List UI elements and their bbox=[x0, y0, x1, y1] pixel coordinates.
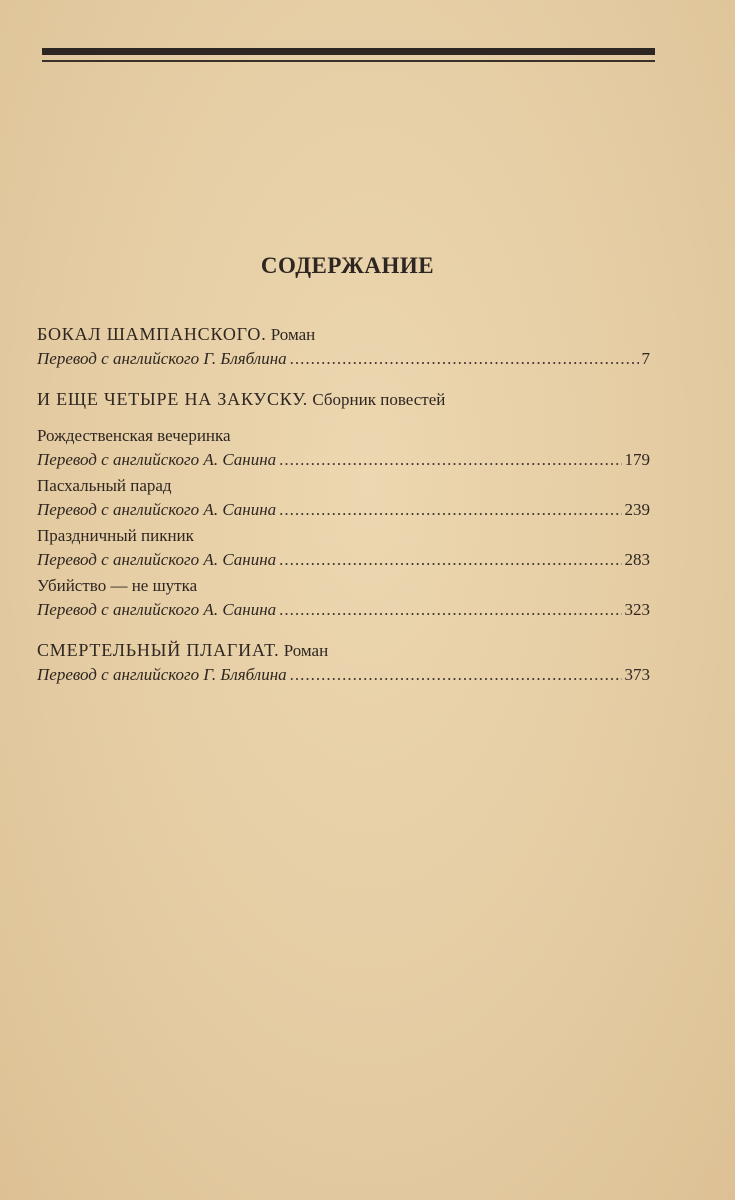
dot-leader bbox=[279, 598, 621, 622]
toc-entry-bokal bbox=[37, 322, 650, 371]
toc-heading bbox=[37, 322, 650, 347]
dot-leader bbox=[290, 663, 622, 687]
toc-heading bbox=[37, 638, 650, 663]
toc-heading: Убийство — не шутка bbox=[37, 576, 198, 595]
toc-translator: Перевод с английского Г. Бляблина bbox=[37, 349, 287, 368]
dot-leader bbox=[279, 498, 621, 522]
toc-translator: Перевод с английского Г. Бляблина bbox=[37, 665, 287, 684]
toc-translation-line bbox=[37, 347, 650, 371]
dot-leader bbox=[290, 347, 639, 371]
top-rule-thin bbox=[42, 60, 655, 62]
page-title: СОДЕРЖАНИЕ bbox=[260, 253, 435, 278]
toc-heading: Праздничный пикник bbox=[37, 526, 194, 545]
toc-page-number: 373 bbox=[624, 665, 650, 684]
toc-heading: Рождественская вечеринка bbox=[37, 426, 231, 445]
toc-page-number: 7 bbox=[641, 349, 650, 368]
toc-translator: Перевод с английского А. Санина bbox=[37, 500, 277, 519]
toc-page-number: 239 bbox=[624, 500, 650, 519]
top-rule-thick bbox=[42, 48, 655, 55]
toc-translation-line bbox=[37, 598, 650, 622]
toc-translation-line bbox=[37, 498, 650, 522]
toc-heading-genre: Роман bbox=[270, 325, 316, 344]
toc-heading-caps: БОКАЛ ШАМПАНСКОГО. bbox=[37, 324, 267, 344]
toc-translation-line bbox=[37, 448, 650, 472]
dot-leader bbox=[279, 548, 621, 572]
toc-translator: Перевод с английского А. Санина bbox=[37, 550, 277, 569]
toc-translation-line bbox=[37, 663, 650, 687]
toc-entry-collection bbox=[37, 387, 650, 412]
toc-page-number: 323 bbox=[624, 600, 650, 619]
toc-entry-christmas bbox=[37, 424, 650, 472]
toc-translator: Перевод с английского А. Санина bbox=[37, 450, 277, 469]
toc-heading-caps: СМЕРТЕЛЬНЫЙ ПЛАГИАТ. bbox=[37, 640, 280, 660]
toc-entry-plagiarism bbox=[37, 638, 650, 687]
toc-heading bbox=[37, 387, 650, 412]
toc-heading-caps: И ЕЩЕ ЧЕТЫРЕ НА ЗАКУСКУ. bbox=[37, 389, 309, 409]
toc-page-number: 283 bbox=[624, 550, 650, 569]
dot-leader bbox=[279, 448, 621, 472]
table-of-contents bbox=[37, 322, 650, 687]
toc-heading-genre: Роман bbox=[283, 641, 329, 660]
toc-heading: Пасхальный парад bbox=[37, 476, 172, 495]
toc-entry-murder bbox=[37, 574, 650, 622]
toc-entry-picnic bbox=[37, 524, 650, 572]
toc-page-number: 179 bbox=[624, 450, 650, 469]
toc-entry-easter bbox=[37, 474, 650, 522]
toc-translator: Перевод с английского А. Санина bbox=[37, 600, 277, 619]
toc-heading-genre: Сборник повестей bbox=[312, 390, 446, 409]
toc-translation-line bbox=[37, 548, 650, 572]
